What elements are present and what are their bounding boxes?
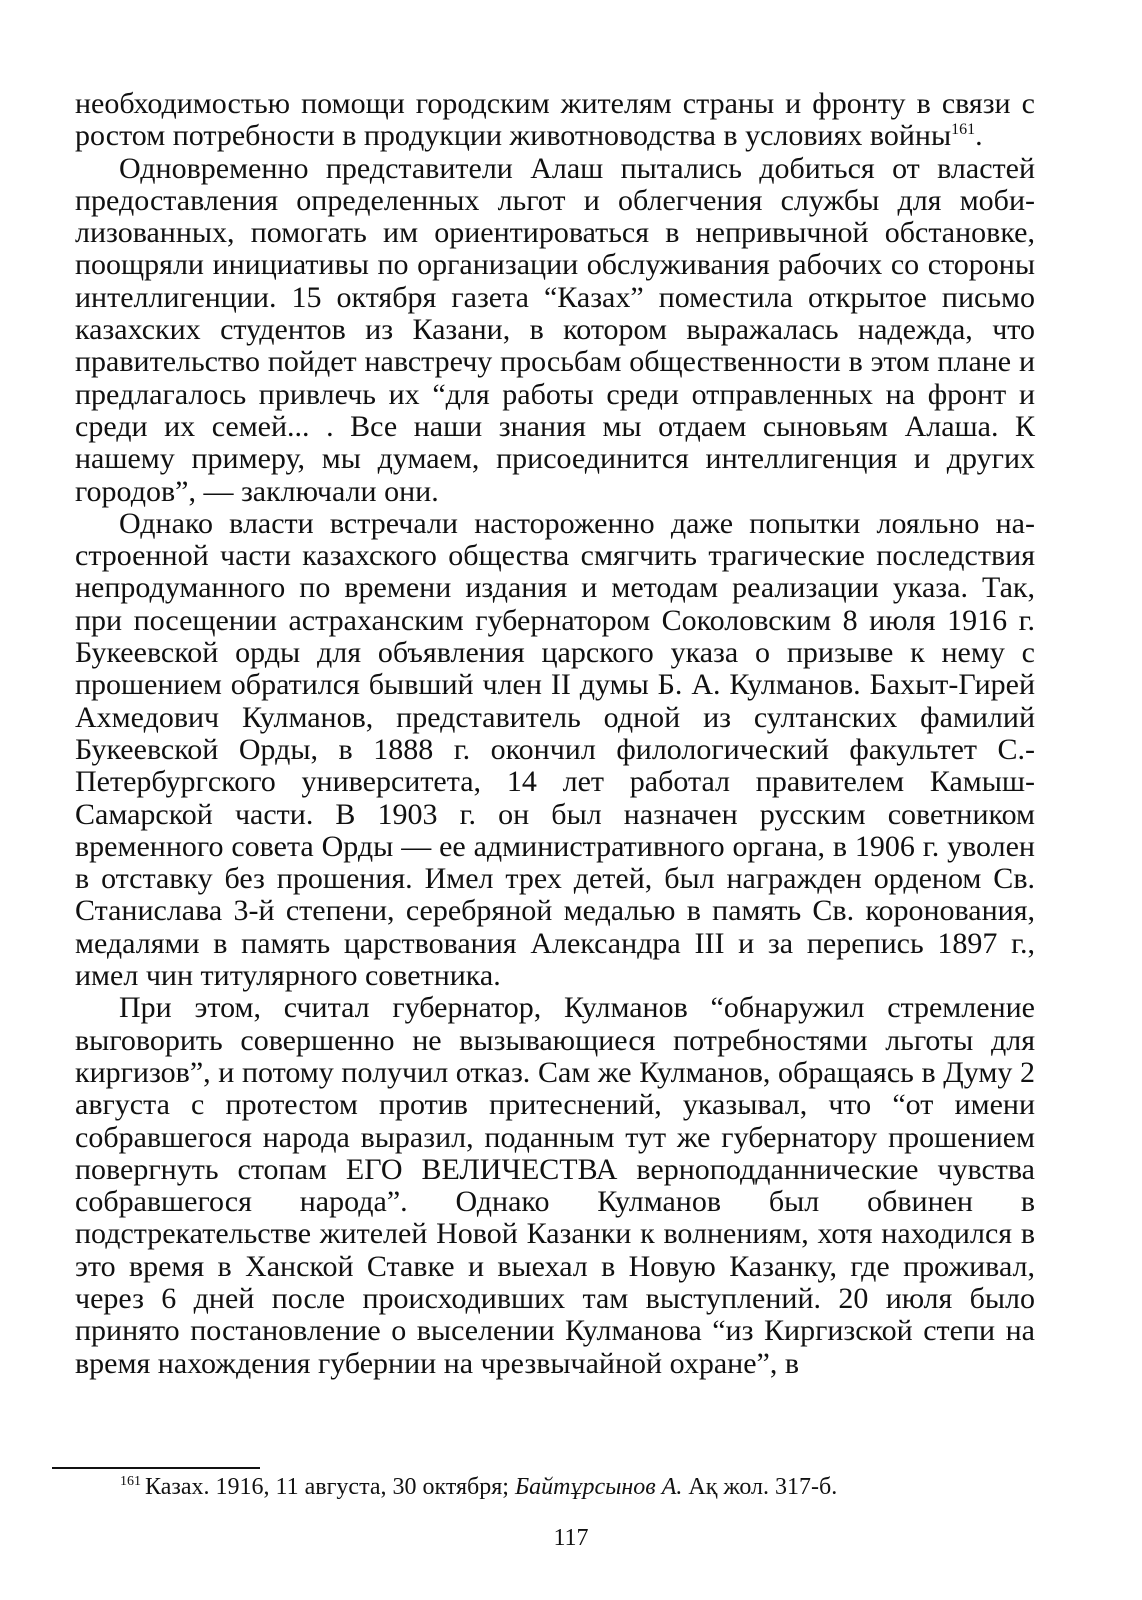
footnote-161 xyxy=(120,1472,1020,1502)
footnote-number: 161 xyxy=(120,1474,141,1489)
paragraph-3: Однако власти встречали настороженно даже попытки лояльно настроенной части казахского общества смягчить трагические последствия непродуманного по времени издания и методам реализации указа. Так, при посещении астраханским губернатором Соколовским 8 июля 1916 г. Букеевской орды для объявления царского указа о призыве к нему с прошением обратился бывший член II думы Б. А. Кулманов. Бахыт-Гирей Ахмедович Кулманов, представитель одной из султанских фамилий Букеевской Орды, в 1888 г. окончил филологический факультет С.-Петербургского университета, 14 лет работал правителем Камыш-Самарской части. В 1903 г. он был назначен русским советником временного совета Орды — ее административного органа, в 1906 г. уволен в отставку без прошения. Имел трех детей, был награжден орденом Св. Станислава 3-й степени, серебряной медалью в память Св. коронования, медалями в память царствования Александра III и за перепись 1897 г., имел чин титулярного советника. xyxy=(75,506,1035,993)
footnote-author: Байтұрсынов А. xyxy=(514,1474,683,1500)
footnote-rest: Ақ жол. 317-б. xyxy=(682,1474,838,1500)
paragraph-1-tail: . xyxy=(975,119,983,153)
paragraph-1 xyxy=(75,88,1035,153)
footnote-source: Казах. 1916, 11 августа, 30 октября; xyxy=(145,1474,515,1500)
footnote-separator xyxy=(52,1467,260,1469)
paragraph-2: Одновременно представители Алаш пытались добиться от властей предоставления определенных льгот и облегчения службы для мобилизованных, помогать им ориентироваться в непривычной обстановке, поощряли инициативы по организации обслуживания рабочих со стороны интеллигенции. 15 октября газета “Казах” поместила открытое письмо казахских студентов из Казани, в котором выражалась надежда, что правительство пойдет навстречу просьбам общественности в этом плане и предлагалось привлечь их “для работы среди отправленных на фронт и среди их семей... . Все наши знания мы отдаем сыновьям Алаша. К нашему примеру, мы думаем, присоединится интеллигенция и других городов”, — заключали они. xyxy=(75,151,1035,508)
footnote-reference-161: 161 xyxy=(951,121,976,139)
paragraph-4: При этом, считал губернатор, Кулманов “обнаружил стремление выговорить совершенно не вызывающиеся потребностями льготы для киргизов”, и потому получил отказ. Сам же Кулманов, обращаясь в Думу 2 августа с протестом против притеснений, указывал, что “от имени собравшегося народа выразил, поданным тут же губернатору прошением повергнуть стопам ЕГО ВЕЛИЧЕСТВА верноподданнические чувства собравшегося народа”. Однако Кулманов был обвинен в подстрекательстве жителей Новой Казанки к волнениям, хотя находился в это время в Ханской Ставке и выехал в Новую Казанку, где проживал, через 6 дней после происходивших там выступлений. 20 июля было принято постановление о выселении Кулманова “из Киргизской степи на время нахождения губернии на чрезвычайной охране”, в xyxy=(75,991,1035,1380)
paragraph-1-text: необходимостью помощи городским жителям страны и фронту в связи с ростом потребности в продукции животноводства в условиях войны xyxy=(75,87,1035,153)
page-number: 117 xyxy=(553,1525,589,1551)
page-body xyxy=(75,88,1035,1588)
